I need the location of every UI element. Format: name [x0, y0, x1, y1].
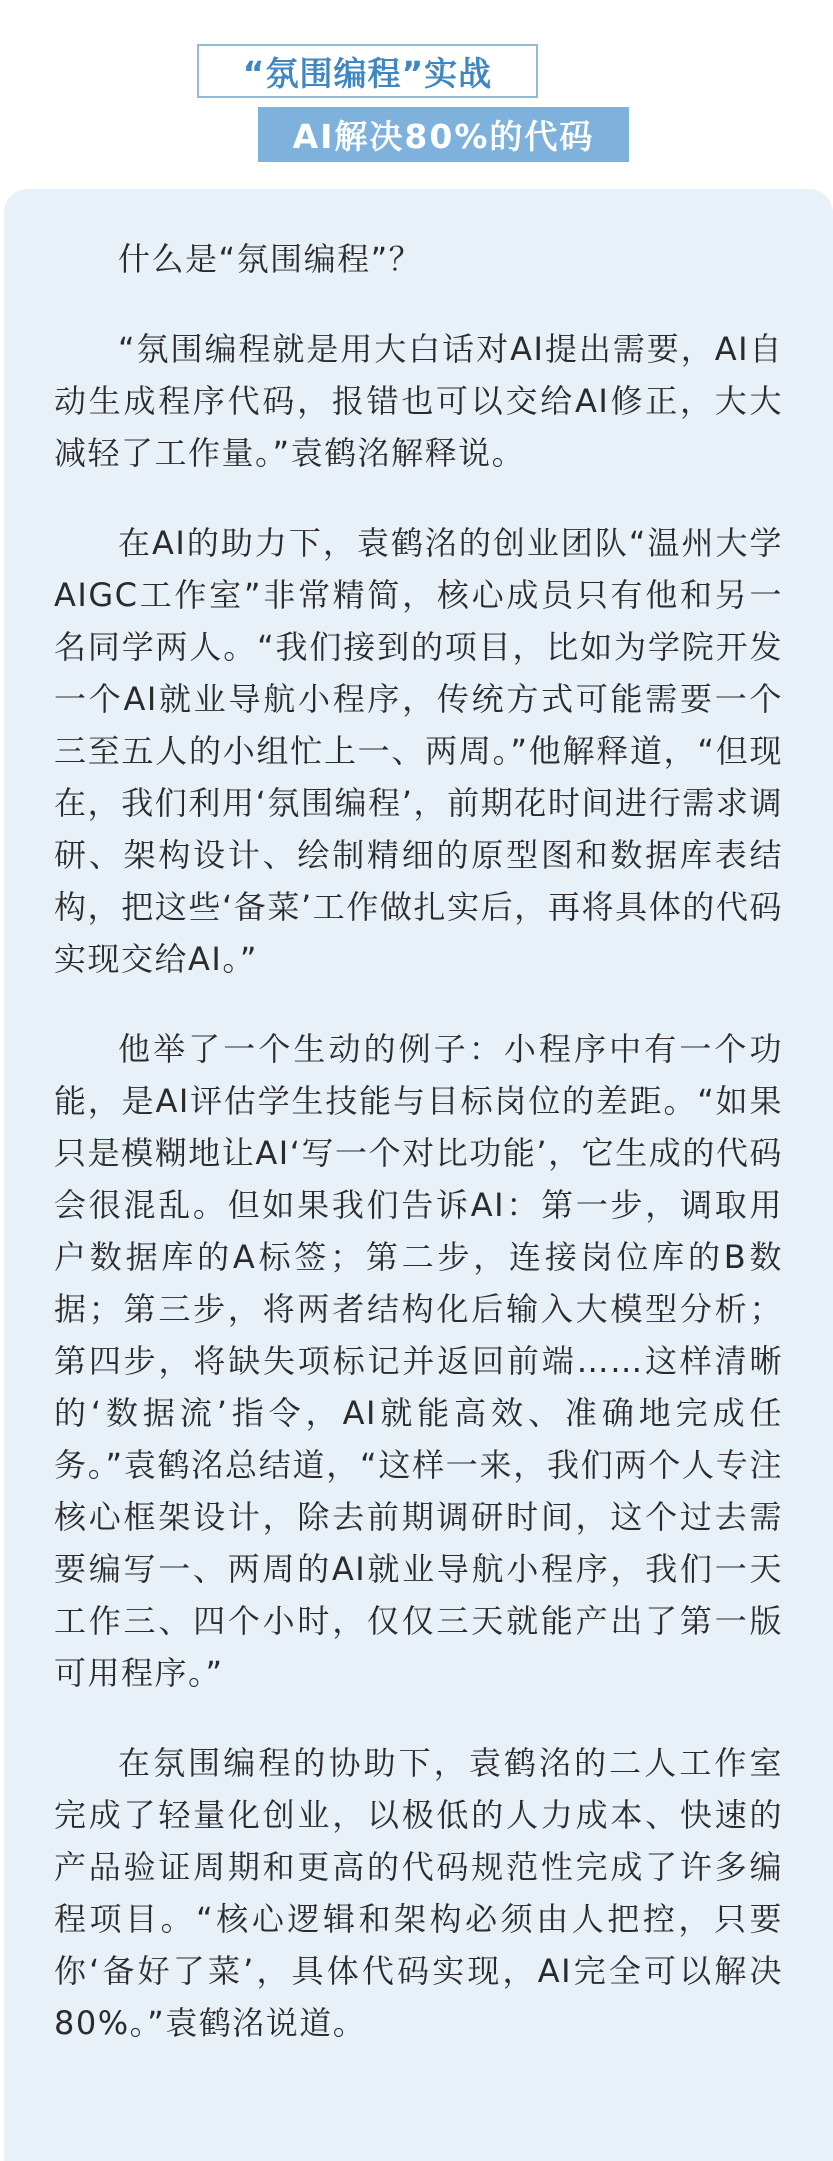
section-subtitle: AI解决80%的代码	[292, 117, 595, 156]
paragraph-conclusion: 在氛围编程的协助下，袁鹤洺的二人工作室完成了轻量化创业，以极低的人力成本、快速的产品验证周期和更高的代码规范性完成了许多编程项目。“核心逻辑和架构必须由人把控，只要你‘备好了菜’，具体代码实现，AI完全可以解决80%。”袁鹤洺说道。	[54, 1744, 783, 2042]
article-body-card	[4, 189, 833, 2161]
paragraph-team: 在AI的助力下，袁鹤洺的创业团队“温州大学AIGC工作室”非常精简，核心成员只有他和另一名同学两人。“我们接到的项目，比如为学院开发一个AI就业导航小程序，传统方式可能需要一个三至五人的小组忙上一、两周。”他解释道，“但现在，我们利用‘氛围编程’，前期花时间进行需求调研、架构设计、绘制精细的原型图和数据库表结构，把这些‘备菜’工作做扎实后，再将具体的代码实现交给AI。”	[54, 524, 783, 978]
title-banner	[258, 107, 629, 162]
paragraph-example: 他举了一个生动的例子：小程序中有一个功能，是AI评估学生技能与目标岗位的差距。“如果只是模糊地让AI‘写一个对比功能’，它生成的代码会很混乱。但如果我们告诉AI：第一步，调取用户数据库的A标签；第二步，连接岗位库的B数据；第三步，将两者结构化后输入大模型分析；第四步，将缺失项标记并返回前端……这样清晰的‘数据流’指令，AI就能高效、准确地完成任务。”袁鹤洺总结道，“这样一来，我们两个人专注核心框架设计，除去前期调研时间，这个过去需要编写一、两周的AI就业导航小程序，我们一天工作三、四个小时，仅仅三天就能产出了第一版可用程序。”	[54, 1030, 783, 1692]
section-title: “氛围编程”实战	[242, 53, 493, 93]
paragraph-question: 什么是“氛围编程”？	[118, 240, 423, 278]
article-header	[0, 0, 833, 190]
paragraph-definition: “氛围编程就是用大白话对AI提出需要，AI自动生成程序代码，报错也可以交给AI修正，大大减轻了工作量。”袁鹤洺解释说。	[54, 330, 783, 472]
title-box-outline	[197, 44, 538, 98]
